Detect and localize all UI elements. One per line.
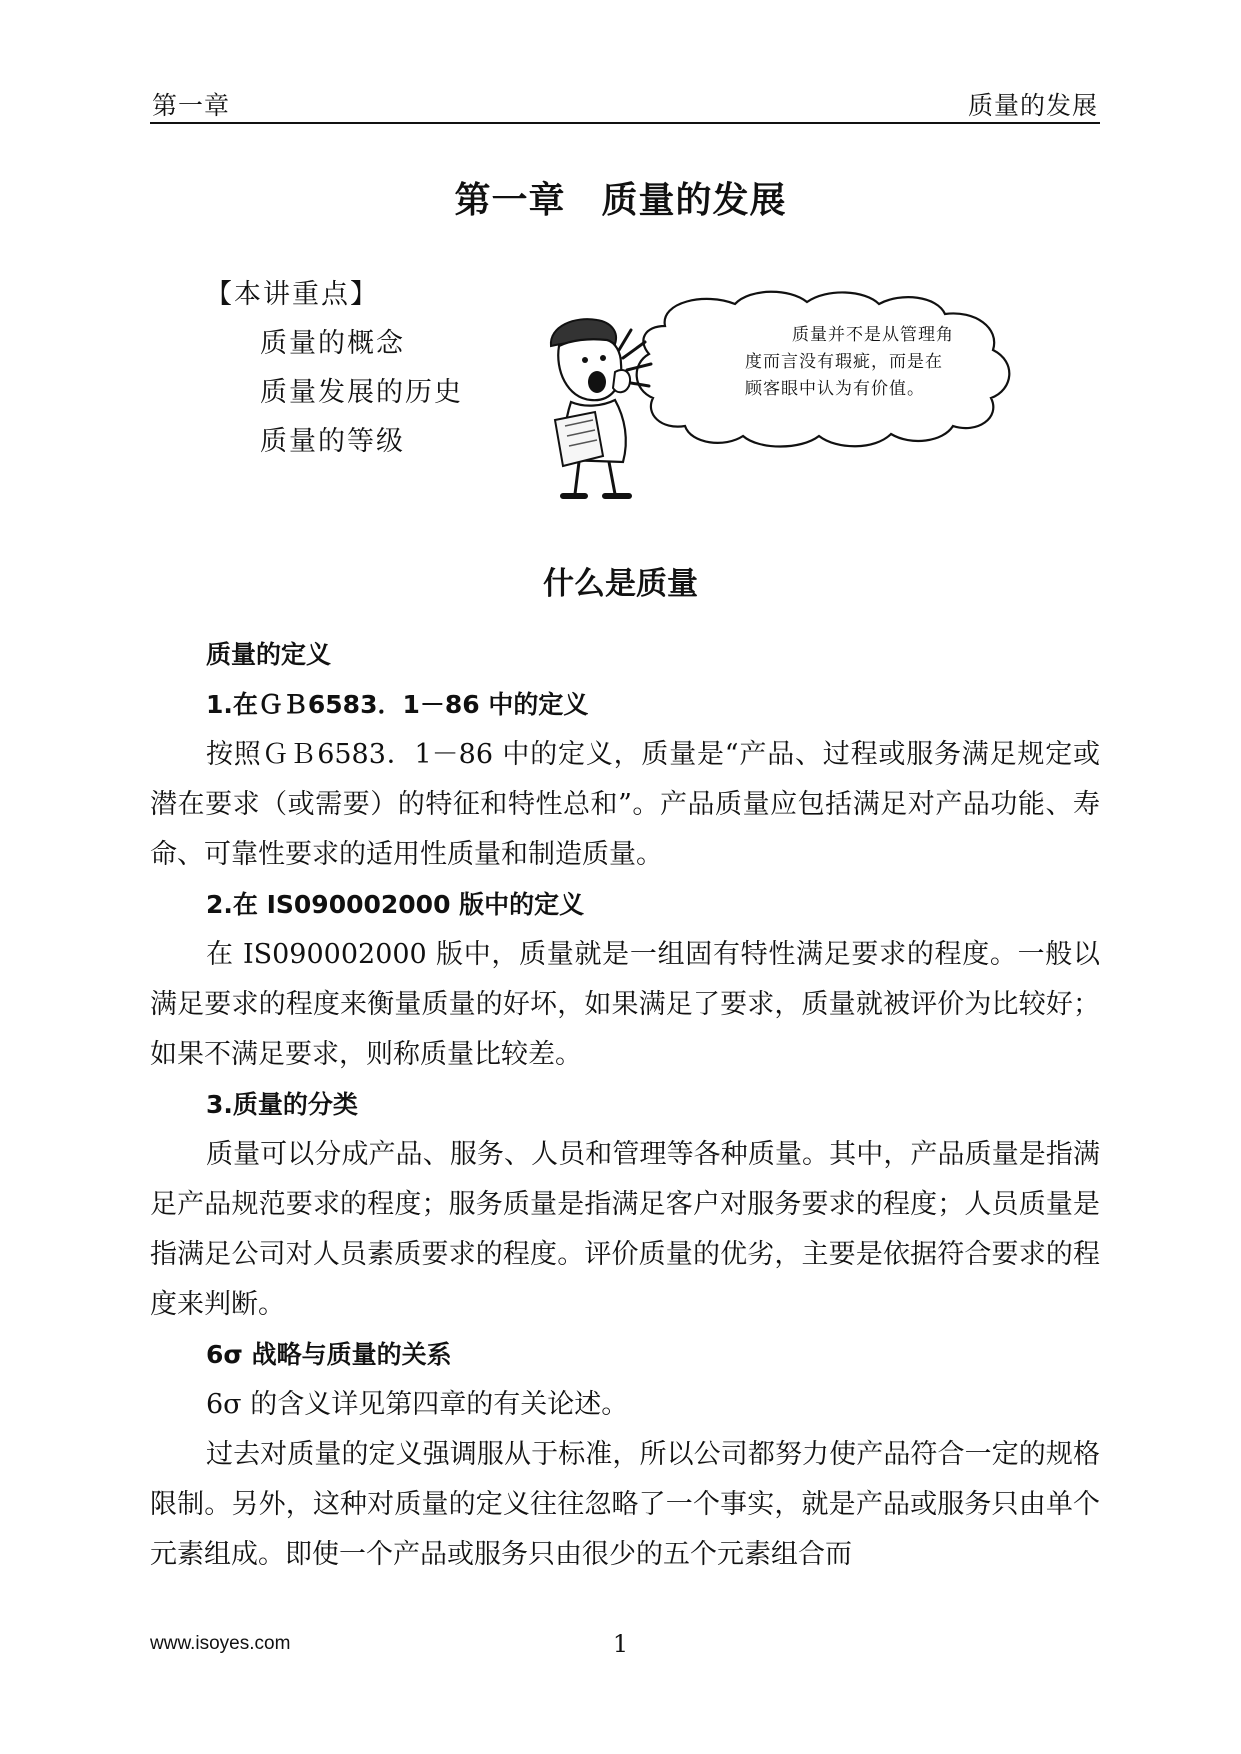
subheading-six-sigma: 6σ 战略与质量的关系 — [206, 1340, 452, 1369]
subheading-iso: 2.在 IS090002000 版中的定义 — [206, 890, 585, 919]
subheading-definition: 质量的定义 — [206, 640, 332, 669]
title-topic: 质量的发展 — [601, 180, 787, 221]
key-point-item: 质量的等级 — [260, 426, 405, 457]
paragraph: 6σ 的含义详见第四章的有关论述。 — [206, 1389, 629, 1420]
key-point-item: 质量发展的历史 — [260, 377, 463, 408]
key-points — [205, 270, 463, 466]
cartoon-papers — [555, 412, 603, 466]
key-point-item: 质量的概念 — [260, 328, 405, 359]
bubble-line: 顾客眼中认为有价值。 — [745, 379, 925, 399]
bubble-line: 度而言没有瑕疵，而是在 — [745, 352, 943, 372]
paragraph: 在 IS090002000 版中，质量就是一组固有特性满足要求的程度。一般以满足要求的程度来衡量质量的好坏，如果满足了要求，质量就被评价为比较好；如果不满足要求，则称质量比较差。 — [150, 939, 1100, 1070]
paragraph: 质量可以分成产品、服务、人员和管理等各种质量。其中，产品质量是指满足产品规范要求的程度；服务质量是指满足客户对服务要求的程度；人员质量是指满足公司对人员素质要求的程度。评价质量的优劣，主要是依据符合要求的程度来判断。 — [150, 1139, 1100, 1320]
title-chapter: 第一章 — [454, 180, 566, 221]
speech-bubble-text — [745, 322, 975, 403]
page-title — [0, 172, 1241, 223]
cartoon-legs — [575, 462, 615, 494]
cartoon-eye — [600, 355, 606, 361]
paragraph: 过去对质量的定义强调服从于标准，所以公司都努力使产品符合一定的规格限制。另外，这种对质量的定义往往忽略了一个事实，就是产品或服务只由单个元素组成。即使一个产品或服务只由很少的五个元素组合而 — [150, 1439, 1100, 1570]
body-content — [150, 630, 1100, 1580]
footer-url: www.isoyes.com — [150, 1633, 291, 1654]
cartoon-hand — [613, 370, 630, 392]
section-title: 什么是质量 — [543, 566, 698, 602]
running-header — [150, 86, 1100, 124]
cartoon-eye — [582, 357, 588, 363]
page-number: 1 — [612, 1630, 629, 1658]
key-points-label: 【本讲重点】 — [205, 279, 379, 310]
cartoon-mouth — [588, 371, 606, 393]
bubble-line: 质量并不是从管理角 — [792, 325, 954, 345]
subheading-classification: 3.质量的分类 — [206, 1090, 358, 1119]
paragraph: 按照ＧＢ6583．1－86 中的定义，质量是“产品、过程或服务满足规定或潜在要求（或需要）的特征和特性总和”。产品质量应包括满足对产品功能、寿命、可靠性要求的适用性质量和制造质量。 — [150, 739, 1100, 870]
header-topic: 质量的发展 — [967, 91, 1098, 120]
cartoon-head — [558, 339, 621, 400]
header-chapter: 第一章 — [152, 91, 231, 120]
subheading-gb: 1.在ＧＢ6583．1－86 中的定义 — [206, 690, 589, 719]
